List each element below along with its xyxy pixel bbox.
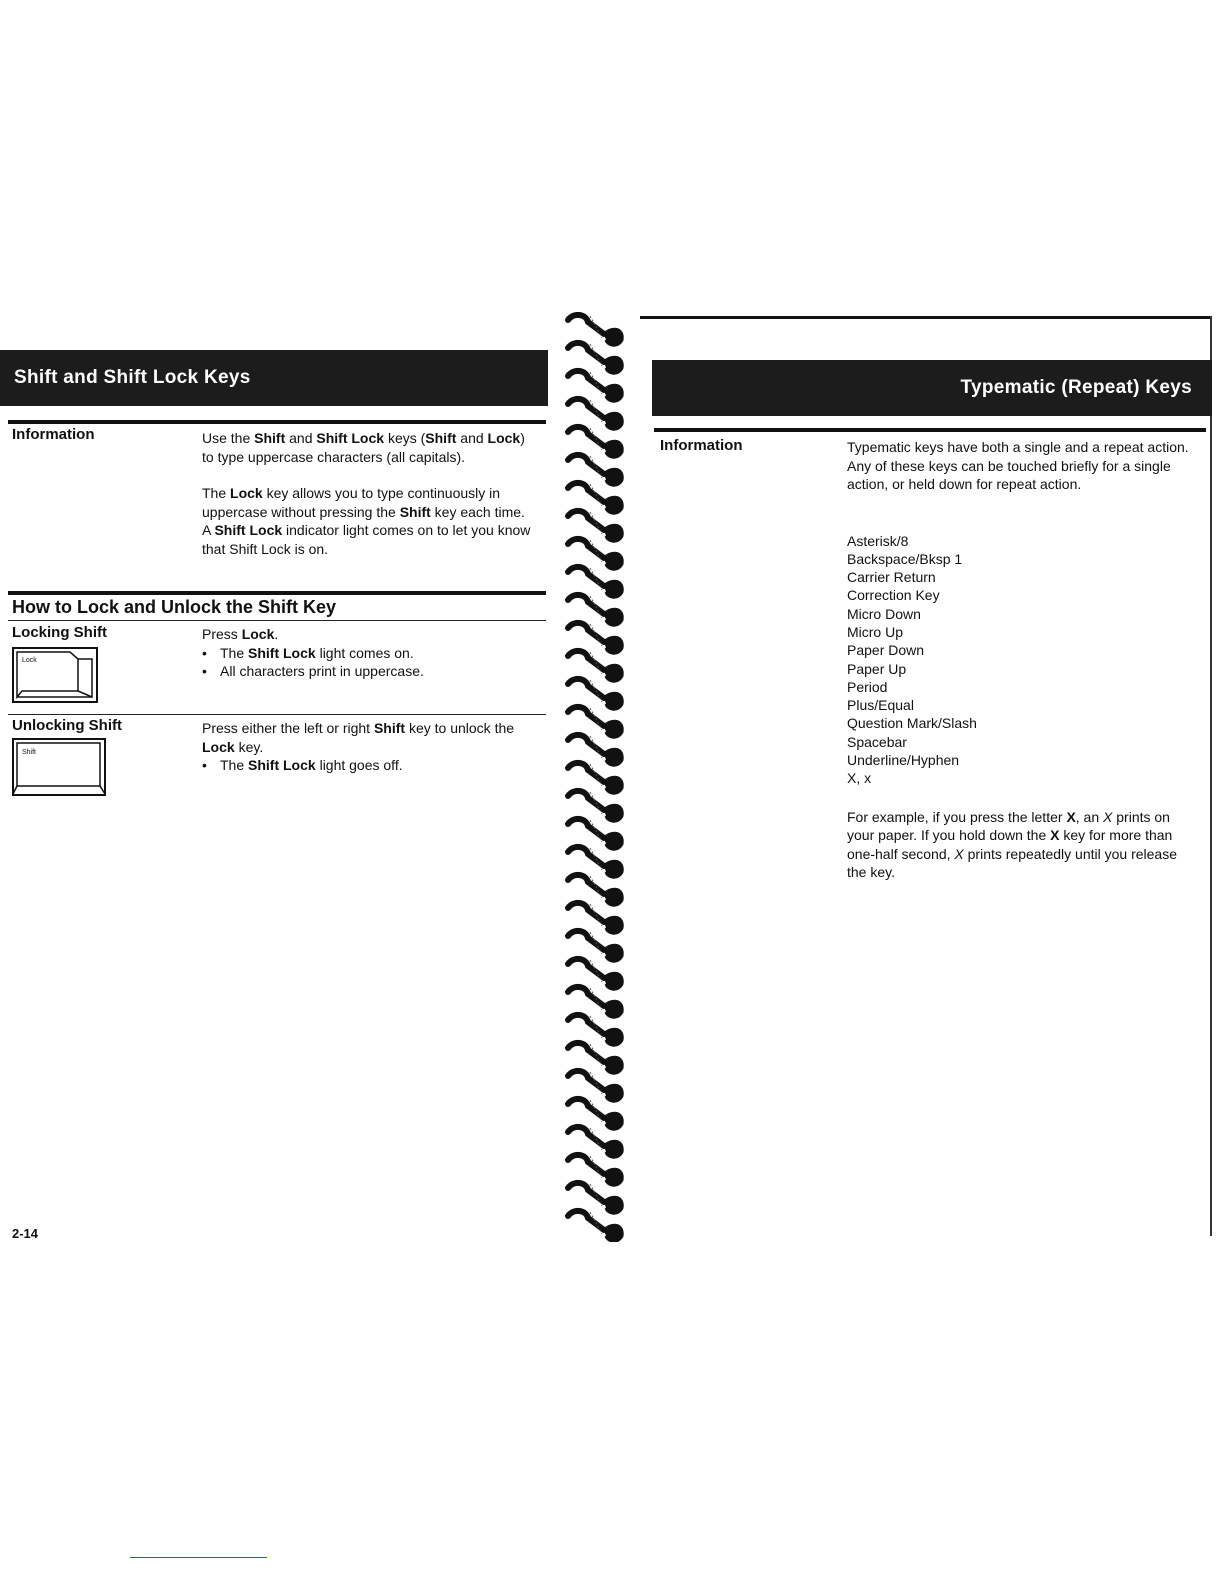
list-item: Plus/Equal: [847, 697, 914, 714]
list-item: Paper Up: [847, 660, 907, 677]
banner-title: Shift and Shift Lock Keys: [14, 367, 251, 388]
page-number: 2-14: [12, 1226, 39, 1241]
banner-typematic-keys: [652, 360, 1212, 416]
list-item: Spacebar: [847, 733, 907, 750]
information-paragraph-2: The Lock key allows you to type continuously in uppercase without pressing the Shift key each time. A Shift Lock indicator light comes on to let you know that Shift Lock is on.: [202, 485, 531, 557]
banner-title: Typematic (Repeat) Keys: [960, 377, 1192, 398]
spiral-binding-graphic: [560, 312, 640, 1242]
unlocking-shift-text: Press either the left or right Shift key to unlock the Lock key. • The Shift Lock light goes off.: [202, 719, 542, 775]
list-item: Question Mark/Slash: [847, 715, 977, 732]
list-item: Correction Key: [847, 587, 940, 604]
section-rule: [8, 420, 546, 424]
banner-shift-lock-keys: [0, 350, 548, 406]
locking-shift-text: Press Lock. • The Shift Lock light comes on. • All characters print in uppercase.: [202, 625, 532, 681]
left-page: [0, 0, 560, 1584]
section-title: How to Lock and Unlock the Shift Key: [12, 597, 337, 617]
list-item: • All characters print in uppercase.: [202, 662, 532, 681]
list-item: X, x: [847, 770, 872, 787]
information-text: [202, 429, 532, 558]
section-rule: [8, 591, 546, 595]
lock-key-cap-label: Lock: [22, 657, 37, 664]
list-item: Micro Down: [847, 605, 921, 622]
right-page: [640, 0, 1224, 1584]
typematic-information-text: [847, 438, 1192, 882]
list-item: Carrier Return: [847, 569, 936, 586]
list-item: Period: [847, 678, 888, 695]
shift-key-cap-label: Shift: [22, 749, 37, 756]
list-item: • The Shift Lock light goes off.: [202, 756, 542, 775]
section-rule: [654, 428, 1206, 432]
lock-key-icon: [12, 647, 98, 703]
information-paragraph-1: Use the Shift and Shift Lock keys (Shift and Lock) to type uppercase characters (all capitals).: [202, 430, 525, 465]
list-item: Underline/Hyphen: [847, 752, 960, 769]
information-label: Information: [12, 426, 95, 443]
list-item: Micro Up: [847, 623, 904, 640]
information-label: Information: [660, 437, 743, 454]
typematic-key-list: [847, 532, 1192, 788]
list-item: • The Shift Lock light comes on.: [202, 644, 532, 663]
footer-accent-line: [130, 1557, 267, 1558]
typematic-intro: Typematic keys have both a single and a repeat action. Any of these keys can be touched briefly for a single action, or held down for repeat action.: [847, 439, 1189, 492]
section-rule-thin: [8, 620, 546, 621]
unlocking-shift-label: Unlocking Shift: [12, 717, 122, 734]
page-edge: [1210, 316, 1212, 1236]
list-item: Backspace/Bksp 1: [847, 550, 963, 567]
divider: [8, 714, 546, 715]
list-item: Paper Down: [847, 642, 925, 659]
page-top-rule: [640, 316, 1212, 319]
list-item: Asterisk/8: [847, 532, 909, 549]
typematic-example: For example, if you press the letter X, an X prints on your paper. If you hold down the X key for more than one-half second, X prints repeatedly until you release the key.: [847, 808, 1177, 881]
locking-shift-label: Locking Shift: [12, 624, 107, 641]
shift-key-icon: [12, 738, 106, 796]
